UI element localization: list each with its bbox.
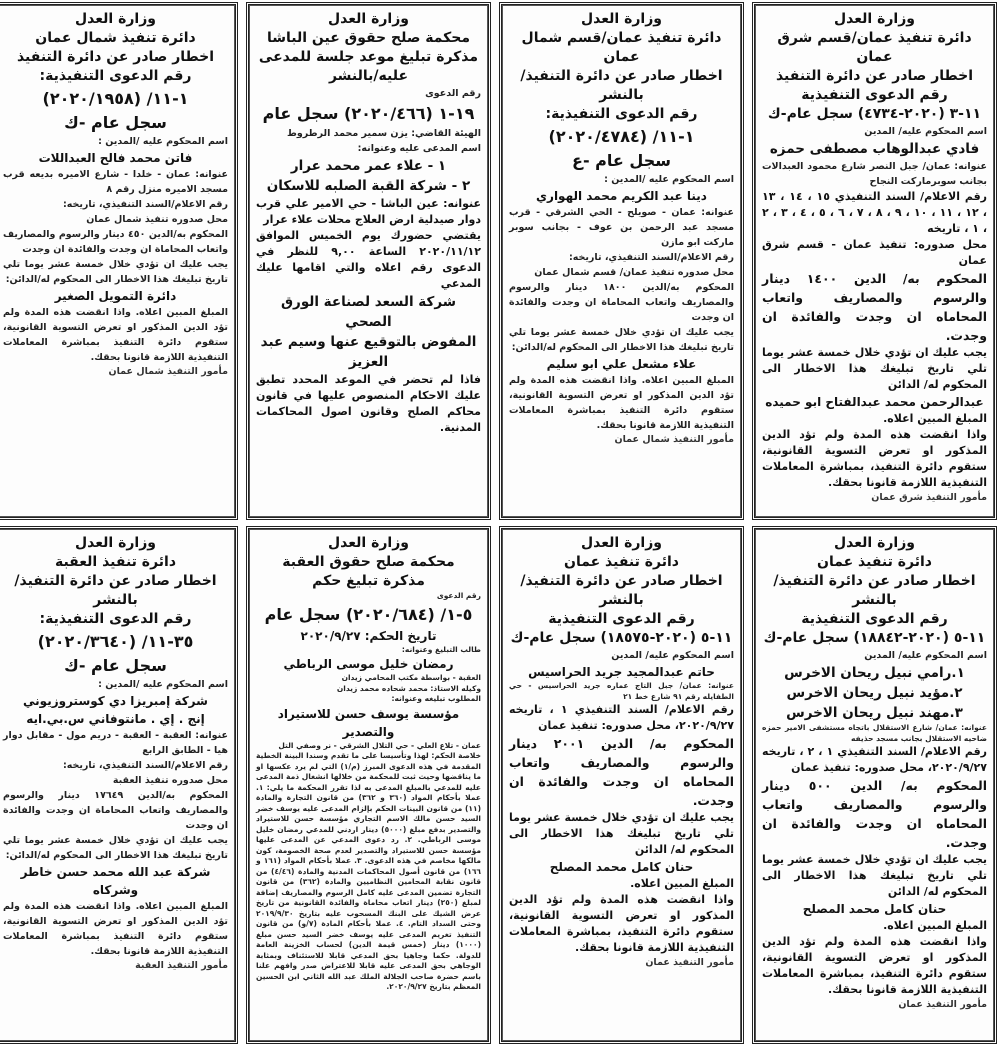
notice-line: إنج . إي . مانتوفاني س.بي.ايه [26,712,205,726]
notice-ministry-heading: وزارة العدل [834,11,915,27]
notice-line: مذكرة تبليغ موعد جلسة للمدعى [258,49,479,65]
notice-line: عنوانه: عمان/ جبل التاج عماره جريد الحراسيس - حي الطفايله رقم ٩١ شارع خط ٢١ [509,681,734,701]
notice-line: المبلغ المبين اعلاه. [630,877,734,890]
notice-line: سجل عام -ع [572,151,671,170]
notice-line: المحكوم به/ الدين ٢٠٠١ دينار والرسوم والمصاريف واتعاب المحاماه ان وجدت والفائدة ان وجدت. [509,736,735,808]
notice-line: دائرة تنفيذ عمان [817,554,932,570]
notice-line: المحكوم به/الدين ١٧٦٤٩ دينار والرسوم والمصاريف واتعاب المحاماة ان وجدت والفائدة ان وجدت [3,790,229,831]
legal-notice [0,2,238,520]
notice-line: ١١-٥ (٢٠٢٠-١٨٨٤٢) سجل عام-ك [763,630,986,646]
notice-line: المحكوم به/الدين ١٨٠٠ دينار والرسوم والمصاريف واتعاب المحاماة ان وجدت والفائدة ان وجدت [509,282,734,323]
notice-line: عمان - تلاع العلي - حي التلال الشرقي - نر وصفي التل [278,740,481,750]
notice-line: عنوانه: عين الباشا - حي الامير علي قرب دوار صيدلية ارض العلاج محلات علاء عرار [256,197,481,226]
notice-line: اخطار صادر عن دائرة التنفيذ [16,49,215,65]
notice-line: رقم الدعوى التنفيذية [548,611,695,627]
legal-notice [752,2,997,520]
notice-line: اسم المدعى عليه وعنوانه: [357,143,481,154]
notice-line: يجب عليك ان تؤدي خلال خمسة عشر يوما تلي تاريخ تبليغك هذا الاخطار الى المحكوم له/الدائن: [3,259,228,285]
notice-line: اخطار صادر عن دائرة التنفيذ/بالنشر [14,573,217,608]
notice-line: شركة عبد الله محمد حسن خاطر وشركاه [20,865,211,897]
notice-line: ٢.مؤيد نبيل ريحان الاخرس [786,685,963,701]
notice-line: محكمة صلح حقوق عين الباشا [267,30,470,46]
notice-line: يجب عليك ان تؤدي خلال خمسة عشر يوما تلي تاريخ تبليغك هذا الاخطار الى المحكوم له/الدائن: [3,835,228,861]
notice-line: ١١-٥ (٢٠٢٠-١٨٥٧٥) سجل عام-ك [510,630,733,646]
notice-line: ١-١١/ (٢٠٢٠/١٩٥٨) [42,89,189,108]
notice-line: اسم المحكوم عليه /المدين : [98,136,228,147]
notice-ministry-heading: وزارة العدل [581,11,662,27]
notice-line: عنوانه: عمان/ جبل النصر شارع محمود العبدالات بجانب سوبرماركت النجاح [762,161,987,187]
notice-line: مذكرة تبليغ حكم [312,573,425,589]
notice-line: اسم المحكوم عليه/ المدين [864,650,987,661]
notice-ministry-heading: وزارة العدل [75,535,156,551]
notice-line: دائرة تنفيذ عمان/قسم شمال عمان [521,30,722,65]
notice-line: يجب عليك ان تؤدي خلال خمسة عشر يوما تلي تاريخ تبليغك هذا الاخطار الى المحكوم له/الدائن: [509,327,734,353]
notice-line: حنان كامل محمد المصلح [802,902,947,916]
notice-ministry-heading: وزارة العدل [834,535,915,551]
legal-notice [246,526,491,1044]
notice-line: اسم المحكوم عليه /المدين : [604,174,734,185]
notice-line: دائرة تنفيذ عمان/قسم شرق عمان [777,30,972,65]
notice-line: طالب التبليغ وعنوانه: [401,644,481,654]
notice-line: رقم الدعوى التنفيذية: [39,68,192,84]
notice-line: دائرة تنفيذ عمان [564,554,679,570]
notice-line: دائرة تنفيذ العقبة [54,554,177,570]
notice-line: رقم الدعوى التنفيذية: [545,106,698,122]
notice-line: واذا انقضت هذه المدة ولم تؤد الدين المذكور او تعرض التسوية القانونية، ستقوم دائرة التنفيذ، بمباشرة المعاملات التنفيذية اللازمة قانونا بحقك. [509,893,734,954]
notice-line: ١ - علاء عمر محمد عرار [290,158,447,174]
notice-line: المطلوب تبليغه وعنوانه: [391,694,481,703]
notice-line: عنوانه: عمان/ شارع الاستقلال باتجاه مستشفى الامير حمزه ضاحيه الاستقلال بجانب مسجد حذيفه [762,723,987,743]
notice-line: اخطار صادر عن دائرة التنفيذ/بالنشر [520,68,723,103]
notice-line: محل صدوره تنفيذ شمال عمان [86,214,228,225]
notice-signature: مأمور التنفيذ عمان [898,999,987,1010]
notice-line: ٥-١/ (٢٠٢٠/٦٨٤) سجل عام [264,604,473,624]
notice-line: المبلغ المبين اعلاه. واذا انقضت هذه المدة ولم تؤد الدين المذكور او تعرض التسوية القانونية، ستقوم دائرة التنفيذ بمباشرة المعاملات التنفيذية اللازمة قانونا بحقك. [3,901,228,957]
notice-line: واذا انقضت هذه المدة ولم تؤد الدين المذكور او تعرض التسوية القانونية، ستقوم دائرة التنفيذ، بمباشرة المعاملات التنفيذية اللازمة قانونا بحقك. [762,428,987,489]
legal-notice [0,526,238,1044]
legal-notice [499,526,744,1044]
notice-line: سجل عام -ك [64,113,167,132]
notice-signature: مأمور التنفيذ عمان [645,957,734,968]
notice-signature: مأمور التنفيذ شمال عمان [614,434,734,445]
notice-line: رقم الدعوى [436,591,481,600]
notice-ministry-heading: وزارة العدل [328,11,409,27]
notice-line: محل صدوره تنفيذ العقبة [112,775,228,786]
notice-line: المفوض بالتوقيع عنها وسيم عبد العزيز [260,334,477,370]
notice-line: رقم الدعوى التنفيذية [801,611,948,627]
notice-line: خلاصة الحكم: لهذا وتأسيسا على ما تقدم وسندا البينة الخطية المقدمة في هذه الدعوى المبرز (م/١) التي لم يرد عكسها او ما يناقضها وحيث ثبت للمحكمة من خلالها انشغال ذمة المدعى عليه للمدعي بالمبلغ المدعى به لذا تقرر المحكمة ما يلي: ١. عملا بأحكام المواد (٣٦٠ و ٣٦٢) من قانون التجارة والمادة (١١) من قانون البينات الحكم بإلزام المدعى عليه يوسف خضر السيد حسن مالك الاسم التجاري مؤسسة حسن للاستيراد والتصدير بدفع مبلغ (٥٠٠٠) دينار اردني للمدعي رمضان خليل موسى الرباطي. ٢. رد دعوى المدعي عن المدعى عليها مؤسسة حسن للاستيراد والتصدير لعدم صحة الخصومة، كون مالكها مخاصم في هذه الدعوى. ٣. عملا بأحكام المواد (١٦١ و ١٦٦) من قانون أصول المحاكمات المدنية والمادة (٤/٤٦) من قانون نقابة المحامين النظاميين والمادة (٣٦٢) من قانون التجارة تضمين المدعى عليه كامل الرسوم والمصاريف إضافة لمبلغ (٢٥٠) دينار اتعاب محاماة والفائدة القانونية من تاريخ عرض الشيك على البنك المسحوب عليه بتاريخ ٢٠١٩/٩/٣٠ وحتى السداد التام. ٤. عملا بأحكام المادة (٧/و) من قانون التنفيذ تغريم المدعى عليه يوسف خضر السيد حسن مبلغ (١٠٠٠) دينار (خمس قيمة الدين) لحساب الخزينة العامة للدولة. حكما وجاهيا بحق المدعي قابلا للاستئناف وبمثابة الوجاهي بحق المدعى عليه قابلا للاعتراض صدر وافهم علنا باسم حضرة صاحب الجلالة الملك عبد الله الثاني ابن الحسين المعظم بتاريخ ٢٠٢٠/٩/٢٧. [255,751,482,991]
notice-line: المبلغ المبين اعلاه. واذا انقضت هذه المدة ولم تؤد الدين المذكور او تعرض التسوية القانونية، ستقوم دائرة التنفيذ بمباشرة المعاملات التنفيذية اللازمة قانونا بحقك. [3,307,228,363]
notice-line: ١٩-١ (٢٠٢٠/٤٦٦) سجل عام [262,104,475,123]
notice-signature: مأمور التنفيذ العقبة [135,960,228,971]
notice-line: رقم الاعلام/ السند التنفيذي ١ ، ٢ ، تاريخه ٢٠٢٠/٩/٢٧، محل صدوره: تنفيذ عمان [762,745,987,774]
notice-line: دائرة تنفيذ شمال عمان [35,30,196,46]
notice-line: ١.رامي نبيل ريحان الاخرس [784,665,965,681]
notice-line: المبلغ المبين اعلاه. [883,412,987,425]
notice-line: ٢ - شركة القبة الصلبه للاسكان [266,178,471,194]
notice-line: عنوانه: العقبة - العقبة - دريم مول - مقابل دوار هيا - الطابق الرابع [3,730,228,756]
notice-ministry-heading: وزارة العدل [75,11,156,27]
notice-line: رقم الاعلام/السند التنفيذي، تاريخه: [62,760,228,771]
notice-line: ٣.مهند نبيل ريحان الاخرس [786,705,963,721]
notice-line: ١-١١/ (٢٠٢٠/٤٧٨٤) [548,127,695,146]
notice-line: رمضان خليل موسى الرباطي [283,657,454,671]
notice-line: دائرة التمويل الصغير [54,289,177,303]
notice-line: عنوانه: عمان - صويلح - الحي الشرقي - قرب مسجد عبد الرحمن بن عوف - بجانب سوبر ماركت ابو مازن [509,207,734,248]
notice-line: ١١-٣ (٢٠٢٠-٤٧٣٤) سجل عام-ك [767,106,982,122]
notice-ministry-heading: وزارة العدل [581,535,662,551]
legal-notice [752,526,997,1044]
notice-line: محل صدوره: تنفيذ عمان - قسم شرق عمان [762,238,987,267]
notice-line: فاتن محمد فالح العبداللات [38,151,193,165]
notice-line: اسم المحكوم عليه/ المدين [611,650,734,661]
notice-line: ٣٥-١١/ (٢٠٢٠/٣٦٤٠) [37,632,194,651]
notice-signature: مأمور التنفيذ شمال عمان [108,366,228,377]
notice-line: حنان كامل محمد المصلح [549,860,694,874]
notice-line: اخطار صادر عن دائرة التنفيذ/بالنشر [773,573,976,608]
notice-line: محل صدوره تنفيذ عمان/ قسم شمال عمان [534,267,734,278]
notice-line: مؤسسة يوسف حسن للاستيراد والتصدير [277,706,460,739]
notice-line: المحكوم به/ الدين ٥٠٠ دينار والرسوم والمصاريف واتعاب المحاماه ان وجدت والفائدة ان وجدت. [762,778,988,850]
legal-notice [499,2,744,520]
notice-line: محكمة صلح حقوق العقبة [282,554,455,570]
notice-line: اسم المحكوم عليه/ المدين [864,126,987,137]
notice-line: فادي عبدالوهاب مصطفى حمزه [769,141,980,157]
notice-ministry-heading: وزارة العدل [328,535,409,551]
notice-line: رقم الاعلام/ السند التنفيذي ١ ، تاريخه ٢٠٢٠/٩/٢٧، محل صدوره: تنفيذ عمان [509,703,734,732]
notice-line: يجب عليك ان تؤدي خلال خمسة عشر يوما تلي تاريخ تبليغك هذا الاخطار الى المحكوم له/ الدائن [762,853,987,898]
notice-line: واذا انقضت هذه المدة ولم تؤد الدين المذكور او تعرض التسوية القانونية، ستقوم دائرة التنفيذ، بمباشرة المعاملات التنفيذية اللازمة قانونا بحقك. [762,935,987,996]
notice-line: دينا عبد الكريم محمد الهواري [536,189,707,203]
notice-line: الهيئة القاضي: يزن سمير محمد الرطروط [287,128,481,139]
notice-line: العقبة - بواسطة مكتب المحامي زيدان [341,673,481,682]
notice-line: سجل عام -ك [64,656,167,675]
notice-line: رقم الدعوى التنفيذية [801,87,948,103]
notice-line: يقتضي حضورك يوم الخميس الموافق ٢٠٢٠/١١/١٢ الساعة ٩,٠٠ للنظر في الدعوى رقم اعلاه والتي اقامها عليك المدعي [256,229,481,290]
notice-line: رقم الاعلام/السند التنفيذي، تاريخه: [568,252,734,263]
notice-line: اخطار صادر عن دائرة التنفيذ/بالنشر [520,573,723,608]
notice-line: وكيله الاستاذ: محمد شحاده محمد زيدان [336,683,481,693]
notice-signature: مأمور التنفيذ شرق عمان [871,492,987,503]
notice-line: رقم الاعلام/السند التنفيذي، تاريخه: [62,199,228,210]
notice-line: شركة إمبريزا دي كوستروزيوني [23,694,208,708]
notice-line: المحكوم به/الدين ٤٥٠ دينار والرسوم والمصاريف واتعاب المحاماة ان وجدت والفائدة ان وجدت [3,229,228,255]
legal-notice [246,2,491,520]
notice-line: يجب عليك ان تؤدي خلال خمسة عشر يوما تلي تاريخ تبليغك هذا الاخطار الى المحكوم له/ الدائن [762,346,987,391]
notice-line: تاريخ الحكم: ٢٠٢٠/٩/٢٧ [300,628,437,643]
notice-line: رقم الدعوى [425,88,481,99]
notice-line: المحكوم به/ الدين ١٤٠٠ دينار والرسوم والمصاريف واتعاب المحاماه ان وجدت والفائدة ان وجدت. [762,271,988,343]
notice-line: حاتم عبدالمجيد جريد الحراسيس [528,665,715,679]
notice-line: علاء مشعل علي ابو سليم [546,357,697,371]
notice-line: رقم الاعلام/ السند التنفيذي ١٥ ، ١٤ ، ١٣ ، ١٢ ، ١١ ، ١٠ ، ٩ ، ٨ ، ٧ ، ٦ ، ٥ ، ٤ ، ٣ ، ٢ ، ١ ، تاريخه [762,190,987,235]
notice-line: اخطار صادر عن دائرة التنفيذ [775,68,974,84]
notice-line: رقم الدعوى التنفيذية: [39,611,192,627]
notice-line: اسم المحكوم عليه /المدين : [98,679,228,690]
notice-line: عليه/بالنشر [328,68,409,84]
notice-line: فاذا لم تحضر في الموعد المحدد تطبق عليك الاحكام المنصوص عليها في قانون محاكم الصلح وقانون اصول المحاكمات المدنية. [256,373,481,434]
notice-line: المبلغ المبين اعلاه. واذا انقضت هذه المدة ولم تؤد الدين المذكور او تعرض التسوية القانونية، ستقوم دائرة التنفيذ بمباشرة المعاملات التنفيذية اللازمة قانونا بحقك. [509,375,734,431]
notice-line: عنوانه: عمان - خلدا - شارع الاميره بديعه قرب مسجد الاميره منزل رقم ٨ [3,169,228,195]
notice-line: شركة السعد لصناعة الورق الصحي [280,294,457,330]
notice-line: المبلغ المبين اعلاه. [883,919,987,932]
notice-line: عبدالرحمن محمد عبدالفتاح ابو حميده [765,395,984,409]
notice-line: يجب عليك ان تؤدي خلال خمسة عشر يوما تلي تاريخ تبليغك هذا الاخطار الى المحكوم له/ الدائن [509,811,734,856]
